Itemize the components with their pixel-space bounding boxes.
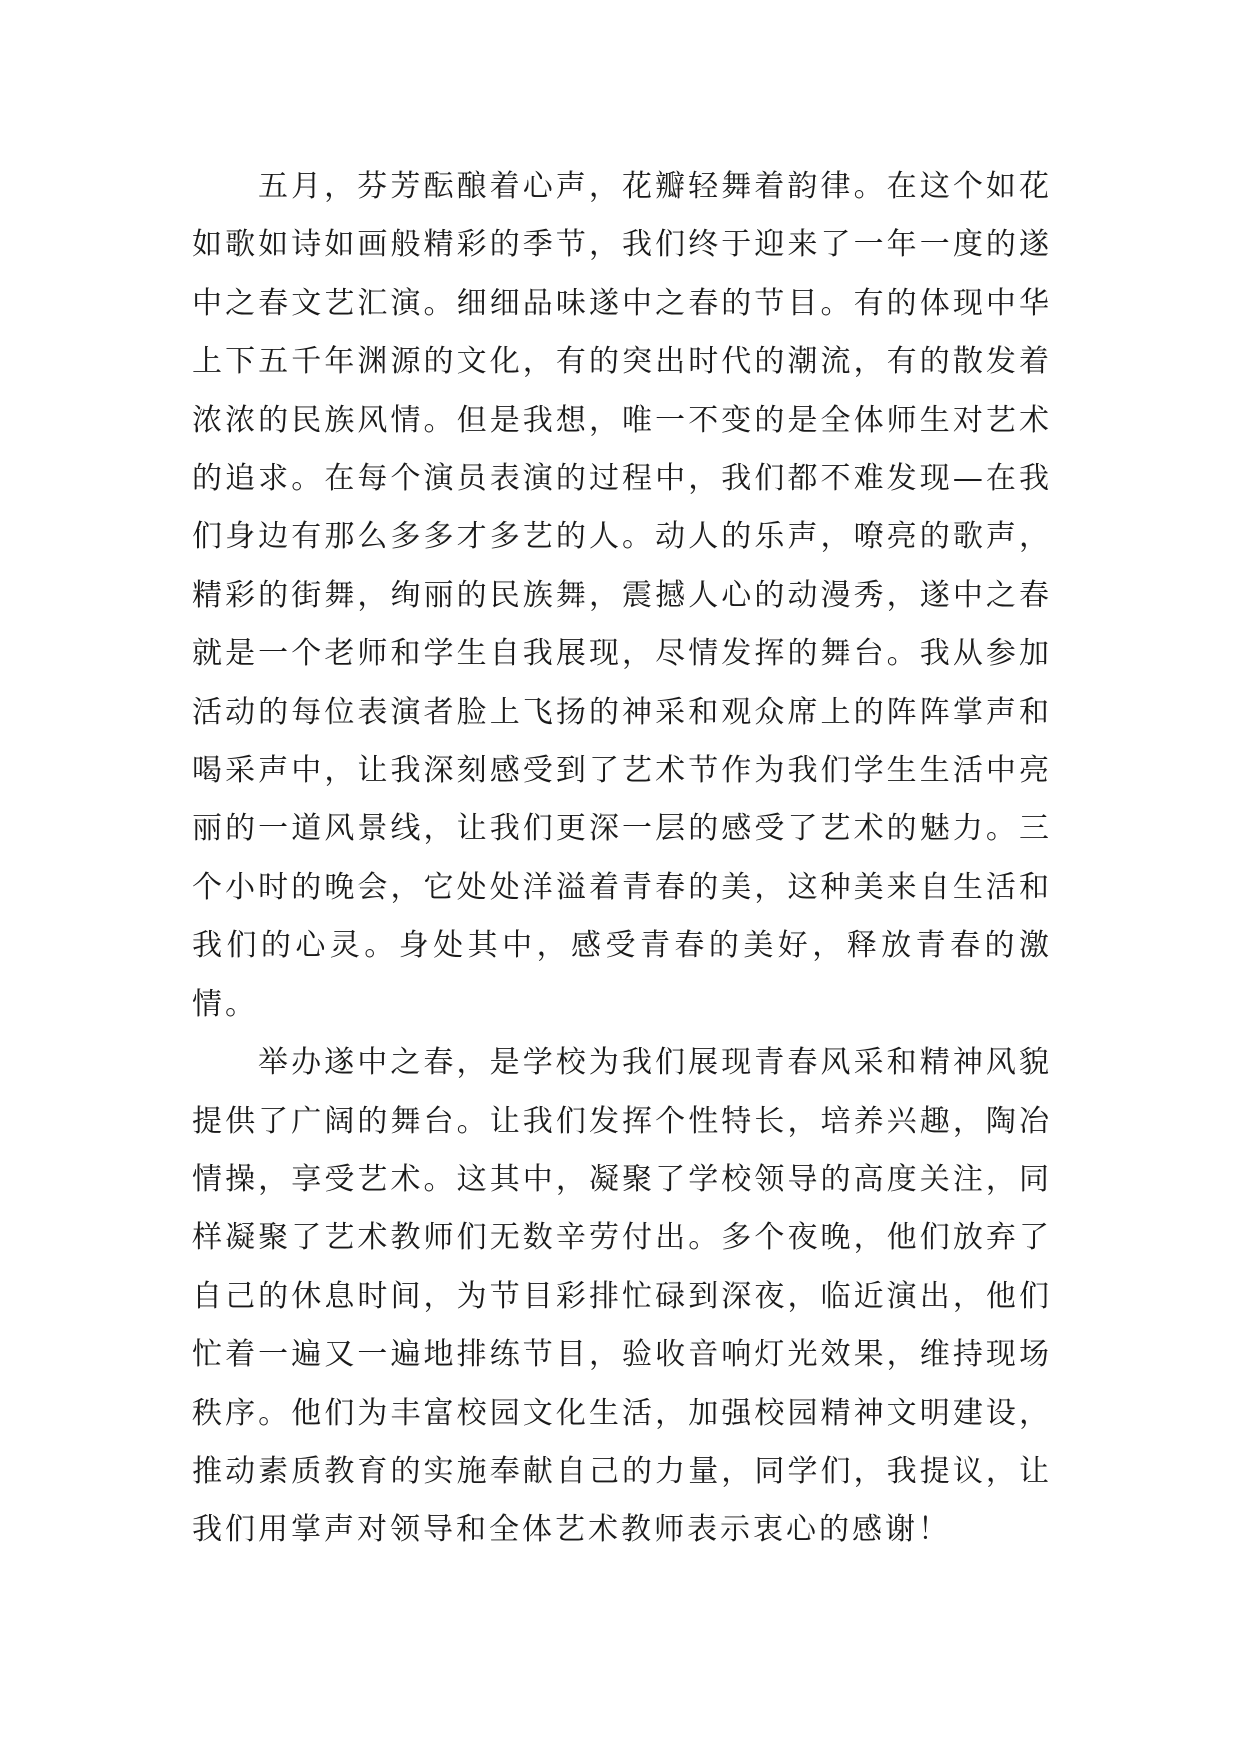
paragraph-1: 五月，芬芳酝酿着心声，花瓣轻舞着韵律。在这个如花如歌如诗如画般精彩的季节，我们终于迎来了一年一度的遂中之春文艺汇演。细细品味遂中之春的节目。有的体现中华上下五千年渊源的文化，有的突出时代的潮流，有的散发着浓浓的民族风情。但是我想，唯一不变的是全体师生对艺术的追求。在每个演员表演的过程中，我们都不难发现—在我们身边有那么多多才多艺的人。动人的乐声，嘹亮的歌声，精彩的街舞，绚丽的民族舞，震撼人心的动漫秀，遂中之春就是一个老师和学生自我展现，尽情发挥的舞台。我从参加活动的每位表演者脸上飞扬的神采和观众席上的阵阵掌声和喝采声中，让我深刻感受到了艺术节作为我们学生生活中亮丽的一道风景线，让我们更深一层的感受了艺术的魅力。三个小时的晚会，它处处洋溢着青春的美，这种美来自生活和我们的心灵。身处其中，感受青春的美好，释放青春的激情。 xyxy=(192,169,1052,1022)
document-body xyxy=(192,158,1052,1560)
paragraph-2: 举办遂中之春，是学校为我们展现青春风采和精神风貌提供了广阔的舞台。让我们发挥个性特长，培养兴趣，陶冶情操，享受艺术。这其中，凝聚了学校领导的高度关注，同样凝聚了艺术教师们无数辛劳付出。多个夜晚，他们放弃了自己的休息时间，为节目彩排忙碌到深夜，临近演出，他们忙着一遍又一遍地排练节目，验收音响灯光效果，维持现场秩序。他们为丰富校园文化生活，加强校园精神文明建设，推动素质教育的实施奉献自己的力量，同学们，我提议，让我们用掌声对领导和全体艺术教师表示衷心的感谢！ xyxy=(192,1045,1052,1548)
